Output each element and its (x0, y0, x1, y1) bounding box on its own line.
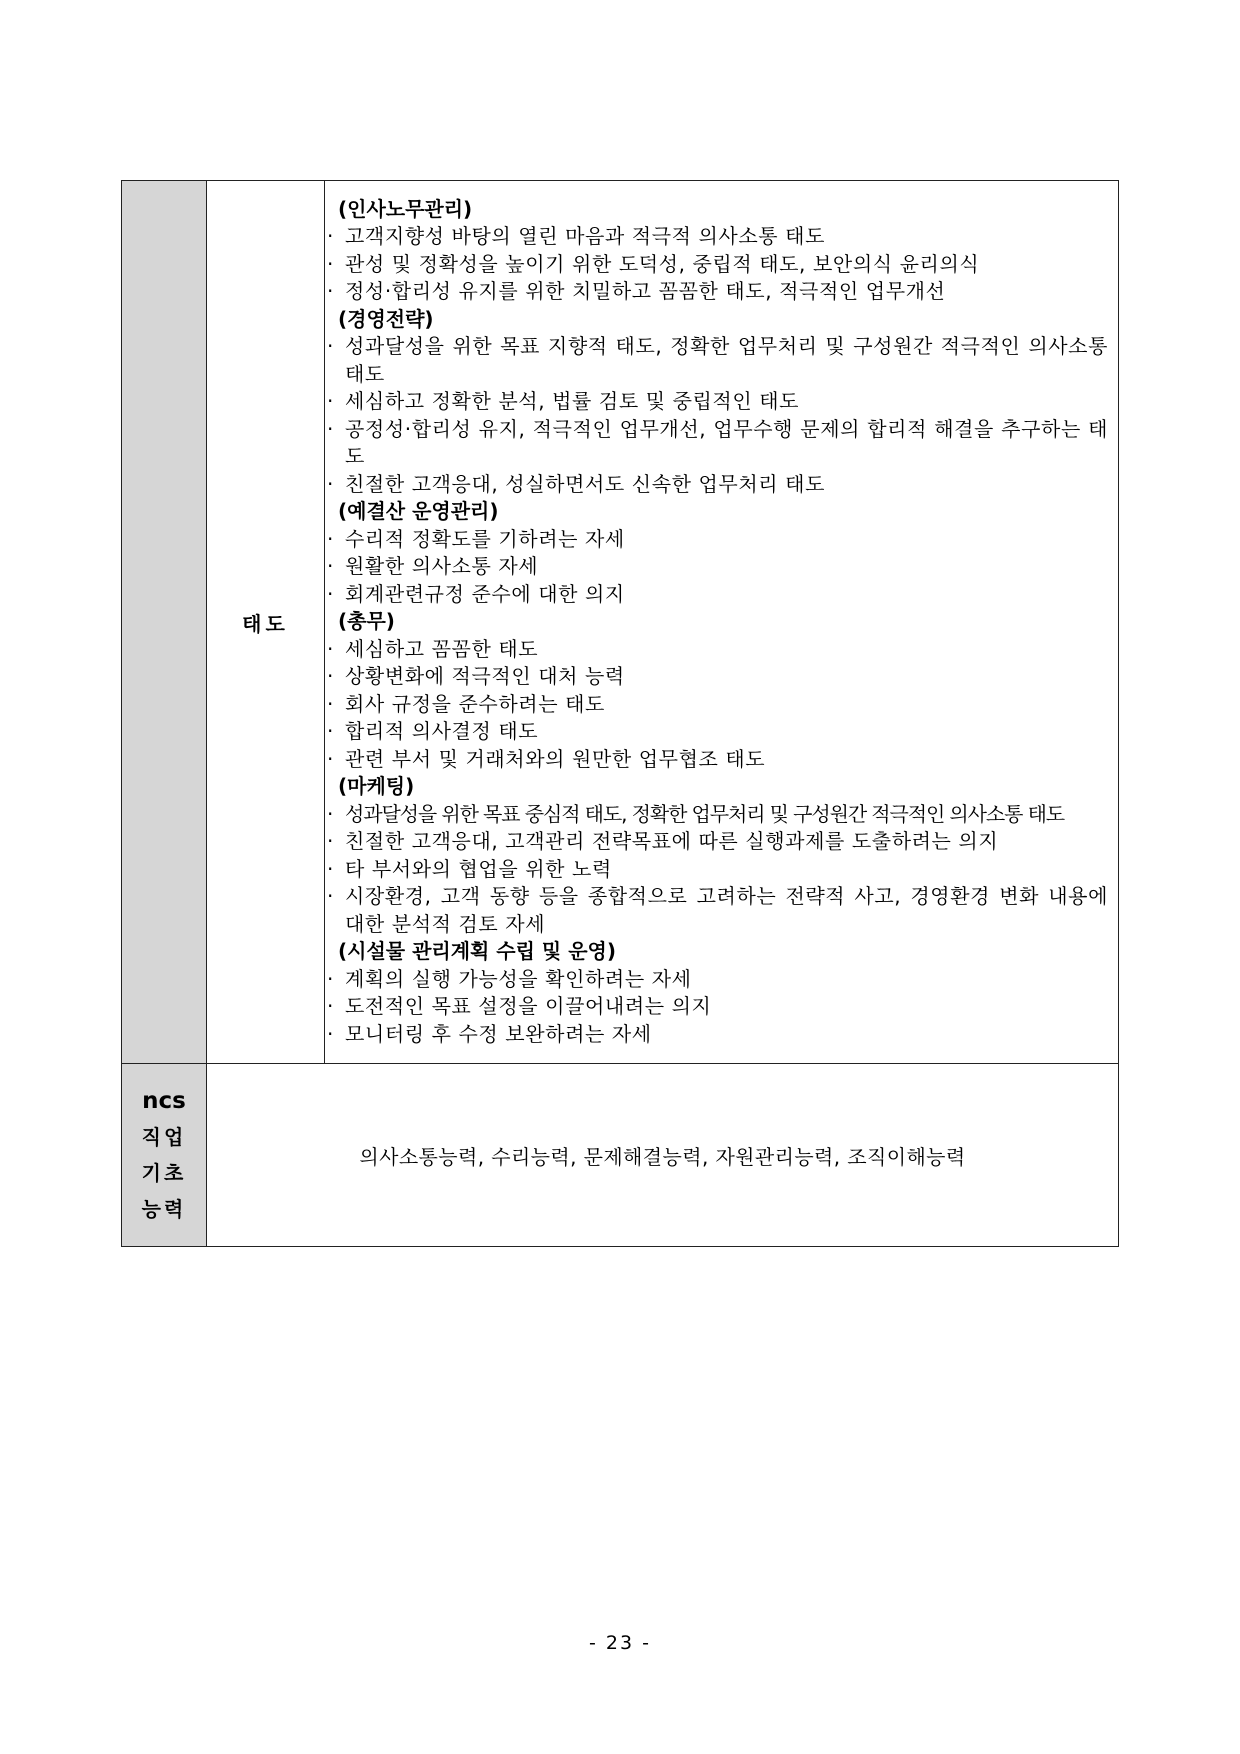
list-item: · 세심하고 정확한 분석, 법률 검토 및 중립적인 태도 (327, 389, 800, 414)
list-item: · 회사 규정을 준수하려는 태도 (327, 691, 605, 716)
ncs-label-line: 능력 (141, 1197, 187, 1221)
list-item: · 계획의 실행 가능성을 확인하려는 자세 (327, 966, 692, 991)
section-facility-management (325, 938, 1108, 1048)
list-item: · 원활한 의사소통 자세 (327, 554, 539, 579)
competency-table (121, 180, 1119, 1247)
section-title: (총무) (338, 609, 395, 634)
section-hr-labor (325, 196, 1108, 306)
list-item: · 세심하고 꼼꼼한 태도 (327, 636, 539, 661)
page-number: - 23 - (589, 1632, 651, 1654)
list-item: · 고객지향성 바탕의 열린 마음과 적극적 의사소통 태도 (327, 224, 825, 249)
section-marketing (325, 773, 1108, 938)
attitude-label: 태도 (207, 181, 325, 1064)
attitude-content (325, 181, 1119, 1064)
list-item: · 성과달성을 위한 목표 지향적 태도, 정확한 업무처리 및 구성원간 적극적인 의사소통 태도 (327, 334, 1108, 386)
ncs-label-line: 직업 (141, 1125, 187, 1149)
list-item: · 공정성·합리성 유지, 적극적인 업무개선, 업무수행 문제의 합리적 해결을 추구하는 태도 (327, 416, 1108, 469)
list-item: · 성과달성을 위한 목표 중심적 태도, 정확한 업무처리 및 구성원간 적극적인 의사소통 태도 (327, 801, 1065, 826)
section-management-strategy (325, 306, 1108, 499)
ncs-competencies: 의사소통능력, 수리능력, 문제해결능력, 자원관리능력, 조직이해능력 (207, 1064, 1119, 1247)
section-budget-operation (325, 498, 1108, 608)
attitude-row (122, 181, 1119, 1064)
list-item: · 합리적 의사결정 태도 (327, 719, 539, 744)
section-title: (시설물 관리계획 수립 및 운영) (338, 939, 616, 964)
section-title: (경영전략) (338, 306, 434, 331)
ncs-row (122, 1064, 1119, 1247)
list-item: · 친절한 고객응대, 성실하면서도 신속한 업무처리 태도 (327, 471, 825, 496)
list-item: · 수리적 정확도를 기하려는 자세 (327, 526, 625, 551)
list-item: · 모니터링 후 수정 보완하려는 자세 (327, 1021, 652, 1046)
section-title: (예결산 운영관리) (338, 499, 499, 524)
list-item: · 관성 및 정확성을 높이기 위한 도덕성, 중립적 태도, 보안의식 윤리의식 (327, 251, 980, 276)
ncs-label (122, 1064, 207, 1247)
section-title: (인사노무관리) (338, 196, 473, 221)
list-item: · 시장환경, 고객 동향 등을 종합적으로 고려하는 전략적 사고, 경영환경 변화 내용에 대한 분석적 검토 자세 (327, 884, 1108, 936)
section-general-affairs (325, 608, 1108, 773)
section-title: (마케팅) (338, 774, 415, 799)
ncs-label-line: ncs (142, 1088, 186, 1114)
list-item: · 상황변화에 적극적인 대처 능력 (327, 664, 625, 689)
list-item: · 정성·합리성 유지를 위한 치밀하고 꼼꼼한 태도, 적극적인 업무개선 (327, 279, 946, 304)
list-item: · 관련 부서 및 거래처와의 원만한 업무협조 태도 (327, 746, 766, 771)
list-item: · 회계관련규정 준수에 대한 의지 (327, 581, 625, 606)
list-item: · 타 부서와의 협업을 위한 노력 (327, 856, 612, 881)
ncs-label-line: 기초 (141, 1161, 187, 1185)
list-item: · 친절한 고객응대, 고객관리 전략목표에 따른 실행과제를 도출하려는 의지 (327, 829, 999, 854)
list-item: · 도전적인 목표 설정을 이끌어내려는 의지 (327, 994, 712, 1019)
category-cell-empty (122, 181, 207, 1064)
